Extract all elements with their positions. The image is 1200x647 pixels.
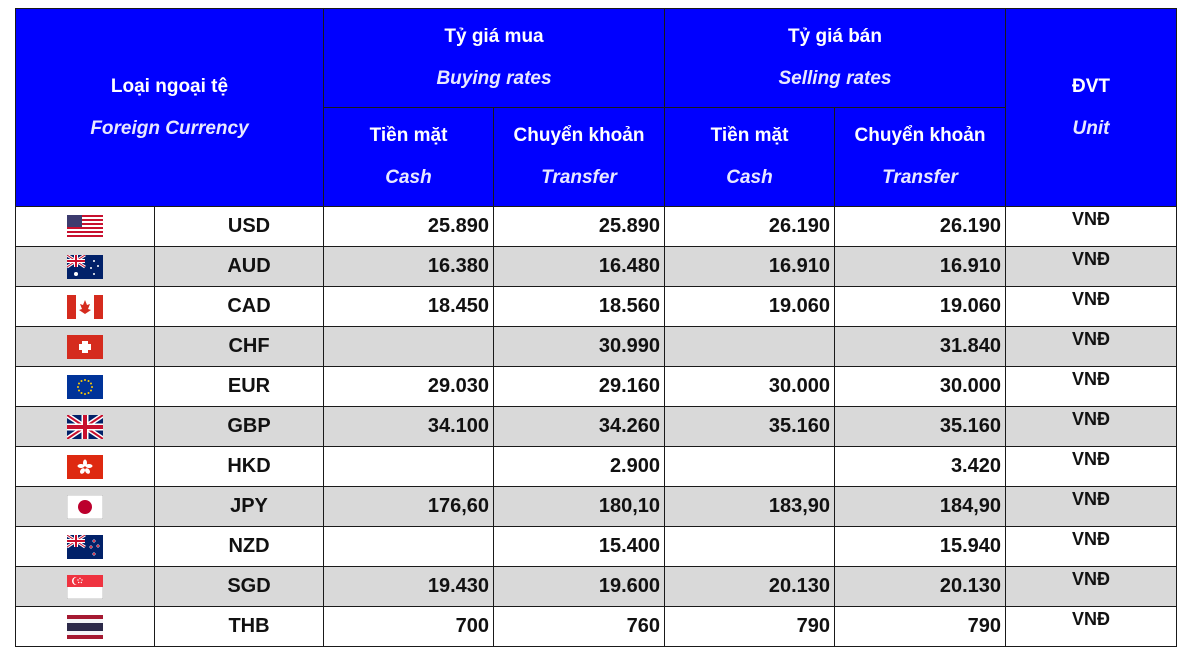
- buy-cash-header: [324, 108, 494, 207]
- sell-transfer-header: [835, 108, 1006, 207]
- flag-cell: [16, 327, 155, 367]
- sell-cash-header: [665, 108, 835, 207]
- gb-flag-icon: [67, 415, 103, 439]
- buy-transfer-rate: 25.890: [494, 207, 665, 247]
- currency-code: EUR: [155, 367, 324, 407]
- buying-rates-header-vi: Tỷ giá mua: [444, 26, 544, 47]
- hk-flag-icon: [67, 455, 103, 479]
- buy-cash-header-vi: Tiền mặt: [369, 125, 448, 146]
- unit-cell: VNĐ: [1006, 487, 1177, 527]
- sell-cash-rate: 20.130: [665, 567, 835, 607]
- eu-flag-icon: [67, 375, 103, 399]
- unit-header: [1006, 9, 1177, 207]
- unit-header-vi: ĐVT: [1072, 75, 1110, 97]
- table-row: [16, 527, 1177, 567]
- sell-transfer-rate: 790: [835, 607, 1006, 647]
- sell-cash-rate: [665, 527, 835, 567]
- sell-transfer-rate: 184,90: [835, 487, 1006, 527]
- unit-cell: VNĐ: [1006, 247, 1177, 287]
- table-row: [16, 487, 1177, 527]
- sell-transfer-rate: 31.840: [835, 327, 1006, 367]
- table-row: [16, 607, 1177, 647]
- buy-transfer-rate: 2.900: [494, 447, 665, 487]
- buy-cash-header-en: Cash: [385, 167, 432, 188]
- flag-cell: [16, 247, 155, 287]
- unit-cell: VNĐ: [1006, 567, 1177, 607]
- sell-cash-rate: 19.060: [665, 287, 835, 327]
- flag-cell: [16, 407, 155, 447]
- table-row: [16, 247, 1177, 287]
- currency-code: USD: [155, 207, 324, 247]
- buying-rates-header: [324, 9, 665, 108]
- currency-code: NZD: [155, 527, 324, 567]
- currency-header-vi: Loại ngoại tệ: [110, 75, 229, 97]
- selling-rates-header: [665, 9, 1006, 108]
- sell-transfer-rate: 16.910: [835, 247, 1006, 287]
- buy-transfer-rate: 34.260: [494, 407, 665, 447]
- nz-flag-icon: [67, 535, 103, 559]
- flag-cell: [16, 487, 155, 527]
- sell-transfer-rate: 35.160: [835, 407, 1006, 447]
- us-flag-icon: [67, 215, 103, 239]
- table-row: [16, 447, 1177, 487]
- currency-header: [16, 9, 324, 207]
- sell-cash-rate: [665, 447, 835, 487]
- sell-transfer-rate: 30.000: [835, 367, 1006, 407]
- currency-header-en: Foreign Currency: [90, 117, 249, 139]
- table-row: [16, 567, 1177, 607]
- rate-rows: [16, 207, 1177, 647]
- au-flag-icon: [67, 255, 103, 279]
- buy-cash-rate: 16.380: [324, 247, 494, 287]
- jp-flag-icon: [67, 495, 103, 519]
- flag-cell: [16, 567, 155, 607]
- table-row: [16, 287, 1177, 327]
- buy-transfer-rate: 16.480: [494, 247, 665, 287]
- ca-flag-icon: [67, 295, 103, 319]
- unit-cell: VNĐ: [1006, 607, 1177, 647]
- sell-cash-rate: 26.190: [665, 207, 835, 247]
- currency-code: CHF: [155, 327, 324, 367]
- flag-cell: [16, 607, 155, 647]
- sell-transfer-rate: 26.190: [835, 207, 1006, 247]
- buy-transfer-rate: 30.990: [494, 327, 665, 367]
- currency-code: GBP: [155, 407, 324, 447]
- table-row: [16, 407, 1177, 447]
- flag-cell: [16, 367, 155, 407]
- currency-code: CAD: [155, 287, 324, 327]
- sell-transfer-rate: 3.420: [835, 447, 1006, 487]
- flag-cell: [16, 287, 155, 327]
- unit-header-en: Unit: [1072, 117, 1110, 139]
- buy-transfer-rate: 180,10: [494, 487, 665, 527]
- sell-cash-rate: 30.000: [665, 367, 835, 407]
- currency-code: JPY: [155, 487, 324, 527]
- buy-cash-rate: [324, 447, 494, 487]
- sg-flag-icon: [67, 575, 103, 599]
- buy-cash-rate: 700: [324, 607, 494, 647]
- buy-cash-rate: 25.890: [324, 207, 494, 247]
- selling-rates-header-en: Selling rates: [778, 68, 892, 89]
- sell-transfer-header-en: Transfer: [882, 167, 958, 188]
- table-row: [16, 327, 1177, 367]
- buy-cash-rate: 18.450: [324, 287, 494, 327]
- buy-cash-rate: 19.430: [324, 567, 494, 607]
- sell-cash-rate: 35.160: [665, 407, 835, 447]
- buy-transfer-rate: 760: [494, 607, 665, 647]
- sell-transfer-header-vi: Chuyển khoản: [854, 125, 986, 146]
- exchange-rate-table: [15, 8, 1177, 647]
- unit-cell: VNĐ: [1006, 447, 1177, 487]
- buy-cash-rate: [324, 527, 494, 567]
- buy-cash-rate: 176,60: [324, 487, 494, 527]
- buy-transfer-header-vi: Chuyển khoản: [513, 125, 645, 146]
- sell-cash-rate: 16.910: [665, 247, 835, 287]
- sell-cash-rate: [665, 327, 835, 367]
- buy-transfer-rate: 29.160: [494, 367, 665, 407]
- buy-cash-rate: 29.030: [324, 367, 494, 407]
- buy-transfer-rate: 18.560: [494, 287, 665, 327]
- currency-code: THB: [155, 607, 324, 647]
- sell-cash-rate: 183,90: [665, 487, 835, 527]
- unit-cell: VNĐ: [1006, 207, 1177, 247]
- buy-transfer-header: [494, 108, 665, 207]
- currency-code: SGD: [155, 567, 324, 607]
- sell-cash-header-en: Cash: [726, 167, 773, 188]
- table-row: [16, 367, 1177, 407]
- table-row: [16, 207, 1177, 247]
- sell-transfer-rate: 15.940: [835, 527, 1006, 567]
- ch-flag-icon: [67, 335, 103, 359]
- flag-cell: [16, 447, 155, 487]
- unit-cell: VNĐ: [1006, 367, 1177, 407]
- th-flag-icon: [67, 615, 103, 639]
- selling-rates-header-vi: Tỷ giá bán: [788, 26, 882, 47]
- sell-transfer-rate: 19.060: [835, 287, 1006, 327]
- buy-cash-rate: 34.100: [324, 407, 494, 447]
- unit-cell: VNĐ: [1006, 327, 1177, 367]
- buy-transfer-rate: 15.400: [494, 527, 665, 567]
- buy-transfer-header-en: Transfer: [541, 167, 617, 188]
- unit-cell: VNĐ: [1006, 287, 1177, 327]
- buy-transfer-rate: 19.600: [494, 567, 665, 607]
- currency-code: HKD: [155, 447, 324, 487]
- currency-code: AUD: [155, 247, 324, 287]
- flag-cell: [16, 207, 155, 247]
- unit-cell: VNĐ: [1006, 407, 1177, 447]
- sell-transfer-rate: 20.130: [835, 567, 1006, 607]
- sell-cash-rate: 790: [665, 607, 835, 647]
- sell-cash-header-vi: Tiền mặt: [710, 125, 789, 146]
- buy-cash-rate: [324, 327, 494, 367]
- flag-cell: [16, 527, 155, 567]
- unit-cell: VNĐ: [1006, 527, 1177, 567]
- buying-rates-header-en: Buying rates: [436, 68, 552, 89]
